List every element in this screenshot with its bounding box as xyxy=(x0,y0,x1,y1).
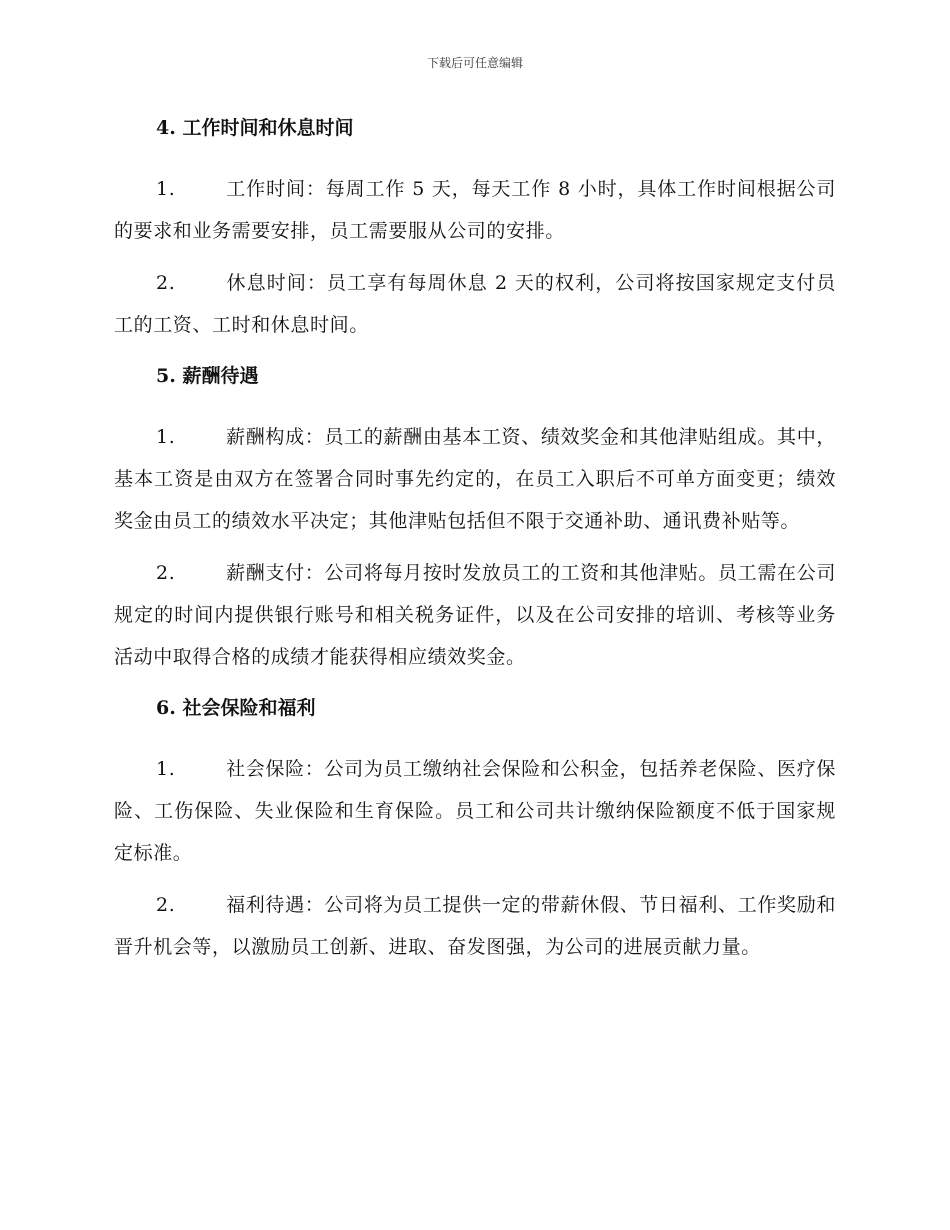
item-text: 社会保险：公司为员工缴纳社会保险和公积金，包括养老保险、医疗保险、工伤保险、失业保险和生育保险。员工和公司共计缴纳保险额度不低于国家规定标准。 xyxy=(114,758,836,864)
item-number: 1. xyxy=(156,426,176,448)
section-work-hours xyxy=(114,108,836,346)
item-text: 福利待遇：公司将为员工提供一定的带薪休假、节日福利、工作奖励和晋升机会等，以激励员工创新、进取、奋发图强，为公司的进展贡献力量。 xyxy=(114,894,836,958)
item-number: 1. xyxy=(156,758,176,780)
list-item xyxy=(114,168,836,252)
list-item xyxy=(114,262,836,346)
list-item xyxy=(114,552,836,678)
document-body xyxy=(114,108,836,978)
item-number: 2. xyxy=(156,562,176,584)
item-text: 薪酬构成：员工的薪酬由基本工资、绩效奖金和其他津贴组成。其中，基本工资是由双方在签署合同时事先约定的，在员工入职后不可单方面变更；绩效奖金由员工的绩效水平决定；其他津贴包括但不限于交通补助、通讯费补贴等。 xyxy=(114,426,836,532)
section-title: 4. 工作时间和休息时间 xyxy=(156,117,354,139)
item-number: 2. xyxy=(156,272,176,294)
item-text: 休息时间：员工享有每周休息 2 天的权利，公司将按国家规定支付员工的工资、工时和休息时间。 xyxy=(114,272,836,336)
list-item xyxy=(114,748,836,874)
section-insurance-benefits xyxy=(114,688,836,968)
item-text: 薪酬支付：公司将每月按时发放员工的工资和其他津贴。员工需在公司规定的时间内提供银行账号和相关税务证件，以及在公司安排的培训、考核等业务活动中取得合格的成绩才能获得相应绩效奖金。 xyxy=(114,562,836,668)
section-title: 5. 薪酬待遇 xyxy=(156,365,259,387)
item-text: 工作时间：每周工作 5 天，每天工作 8 小时，具体工作时间根据公司的要求和业务需要安排，员工需要服从公司的安排。 xyxy=(114,178,836,242)
page-header: 下载后可任意编辑 xyxy=(426,56,523,70)
section-compensation xyxy=(114,356,836,678)
section-title: 6. 社会保险和福利 xyxy=(156,697,316,719)
list-item xyxy=(114,884,836,968)
item-number: 2. xyxy=(156,894,176,916)
list-item xyxy=(114,416,836,542)
item-number: 1. xyxy=(156,178,176,200)
